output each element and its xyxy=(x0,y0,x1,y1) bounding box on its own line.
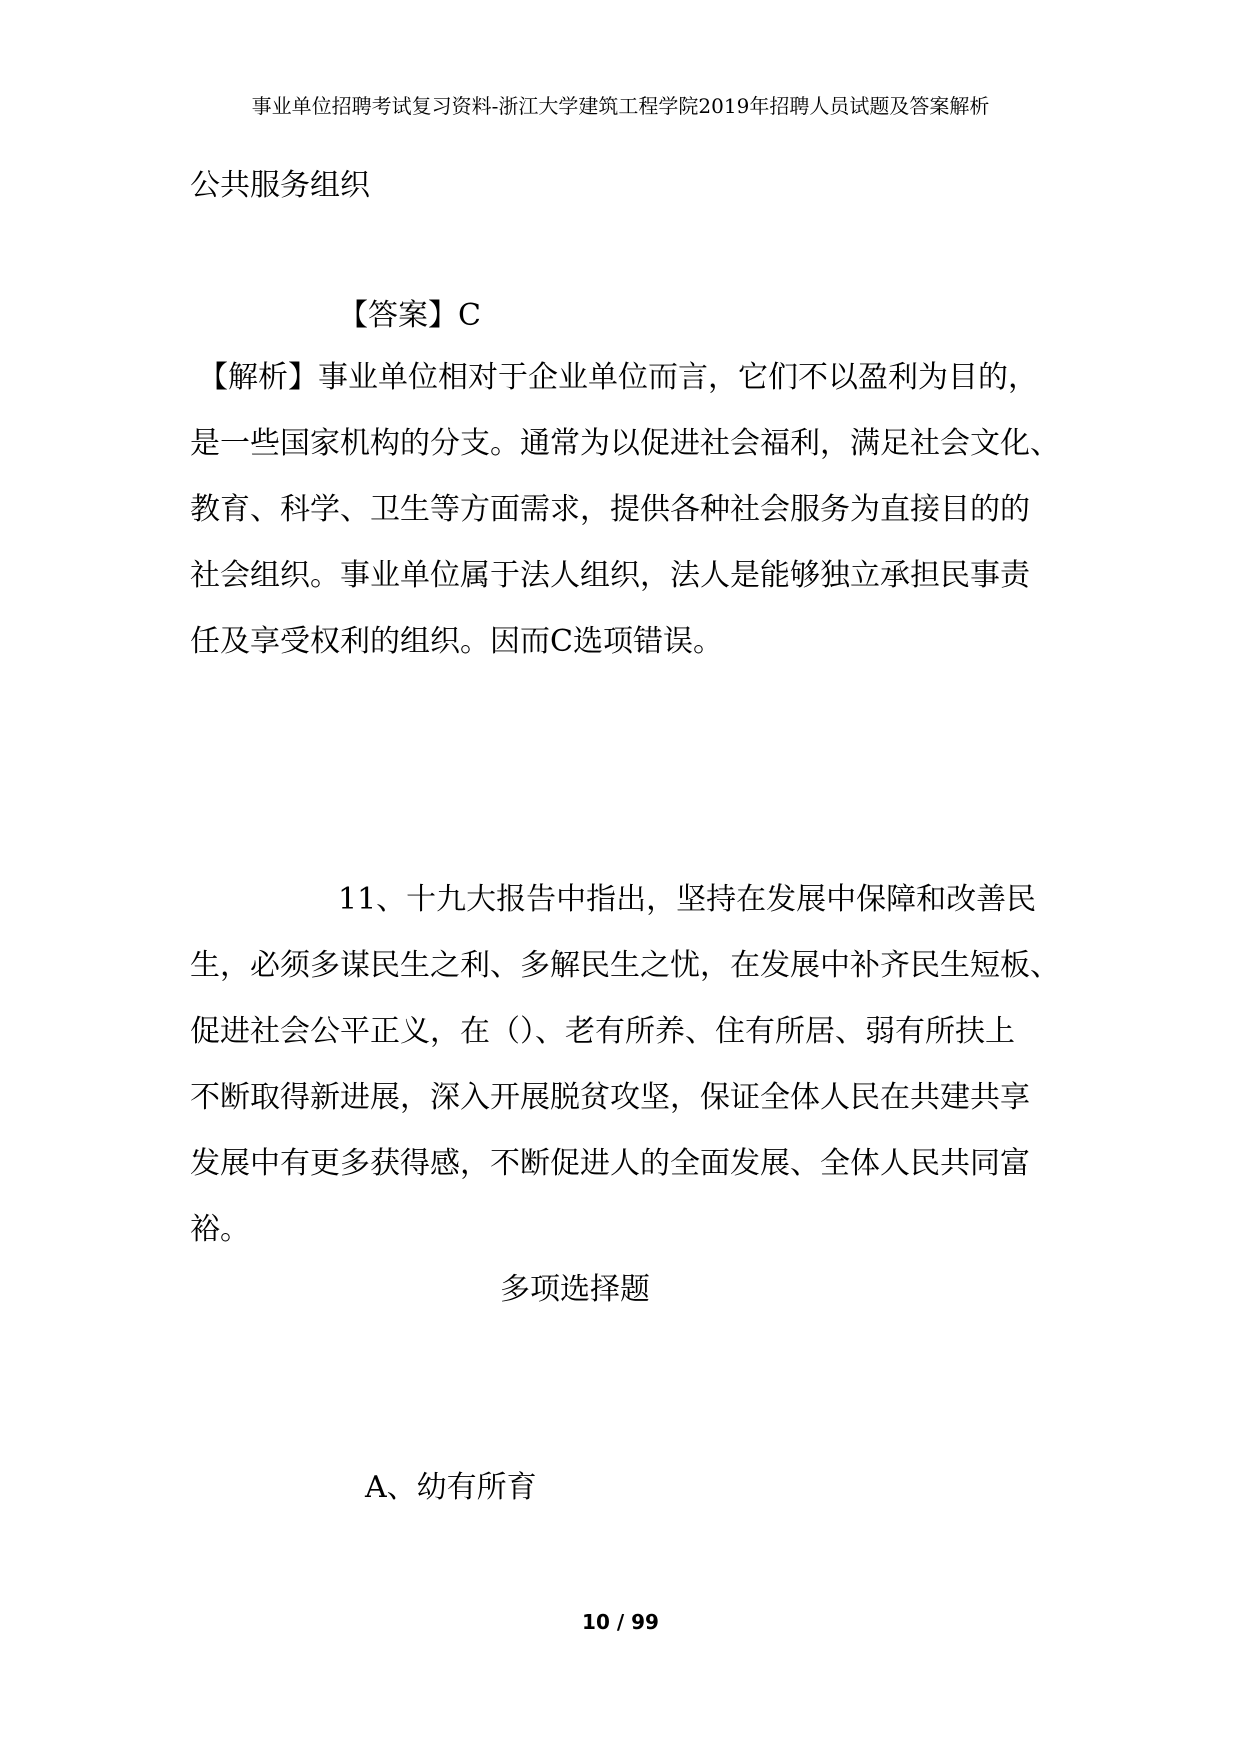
question-line: 裕。 xyxy=(190,1212,250,1247)
explanation-line: 【解析】事业单位相对于企业单位而言，它们不以盈利为目的， xyxy=(198,360,1038,395)
page-number: 10 / 99 xyxy=(582,1610,659,1634)
question-line: 发展中有更多获得感，不断促进人的全面发展、全体人民共同富 xyxy=(190,1146,1030,1181)
question-type-heading: 多项选择题 xyxy=(500,1272,650,1307)
question-line: 促进社会公平正义，在（）、老有所养、住有所居、弱有所扶上 xyxy=(190,1014,1015,1049)
explanation-line: 教育、科学、卫生等方面需求，提供各种社会服务为直接目的的 xyxy=(190,492,1030,527)
answer-line: 【答案】C xyxy=(338,298,481,333)
question-line: 11、十九大报告中指出，坚持在发展中保障和改善民 xyxy=(338,882,1037,917)
page-header: 事业单位招聘考试复习资料-浙江大学建筑工程学院2019年招聘人员试题及答案解析 xyxy=(251,94,990,118)
explanation-line: 是一些国家机构的分支。通常为以促进社会福利，满足社会文化、 xyxy=(190,426,1060,461)
explanation-line: 任及享受权利的组织。因而C选项错误。 xyxy=(190,624,723,659)
previous-option-text: 公共服务组织 xyxy=(190,168,370,203)
explanation-line: 社会组织。事业单位属于法人组织，法人是能够独立承担民事责 xyxy=(190,558,1030,593)
question-line: 生，必须多谋民生之利、多解民生之忧，在发展中补齐民生短板、 xyxy=(190,948,1060,983)
question-line: 不断取得新进展，深入开展脱贫攻坚，保证全体人民在共建共享 xyxy=(190,1080,1030,1115)
option-a: A、幼有所育 xyxy=(365,1470,537,1505)
